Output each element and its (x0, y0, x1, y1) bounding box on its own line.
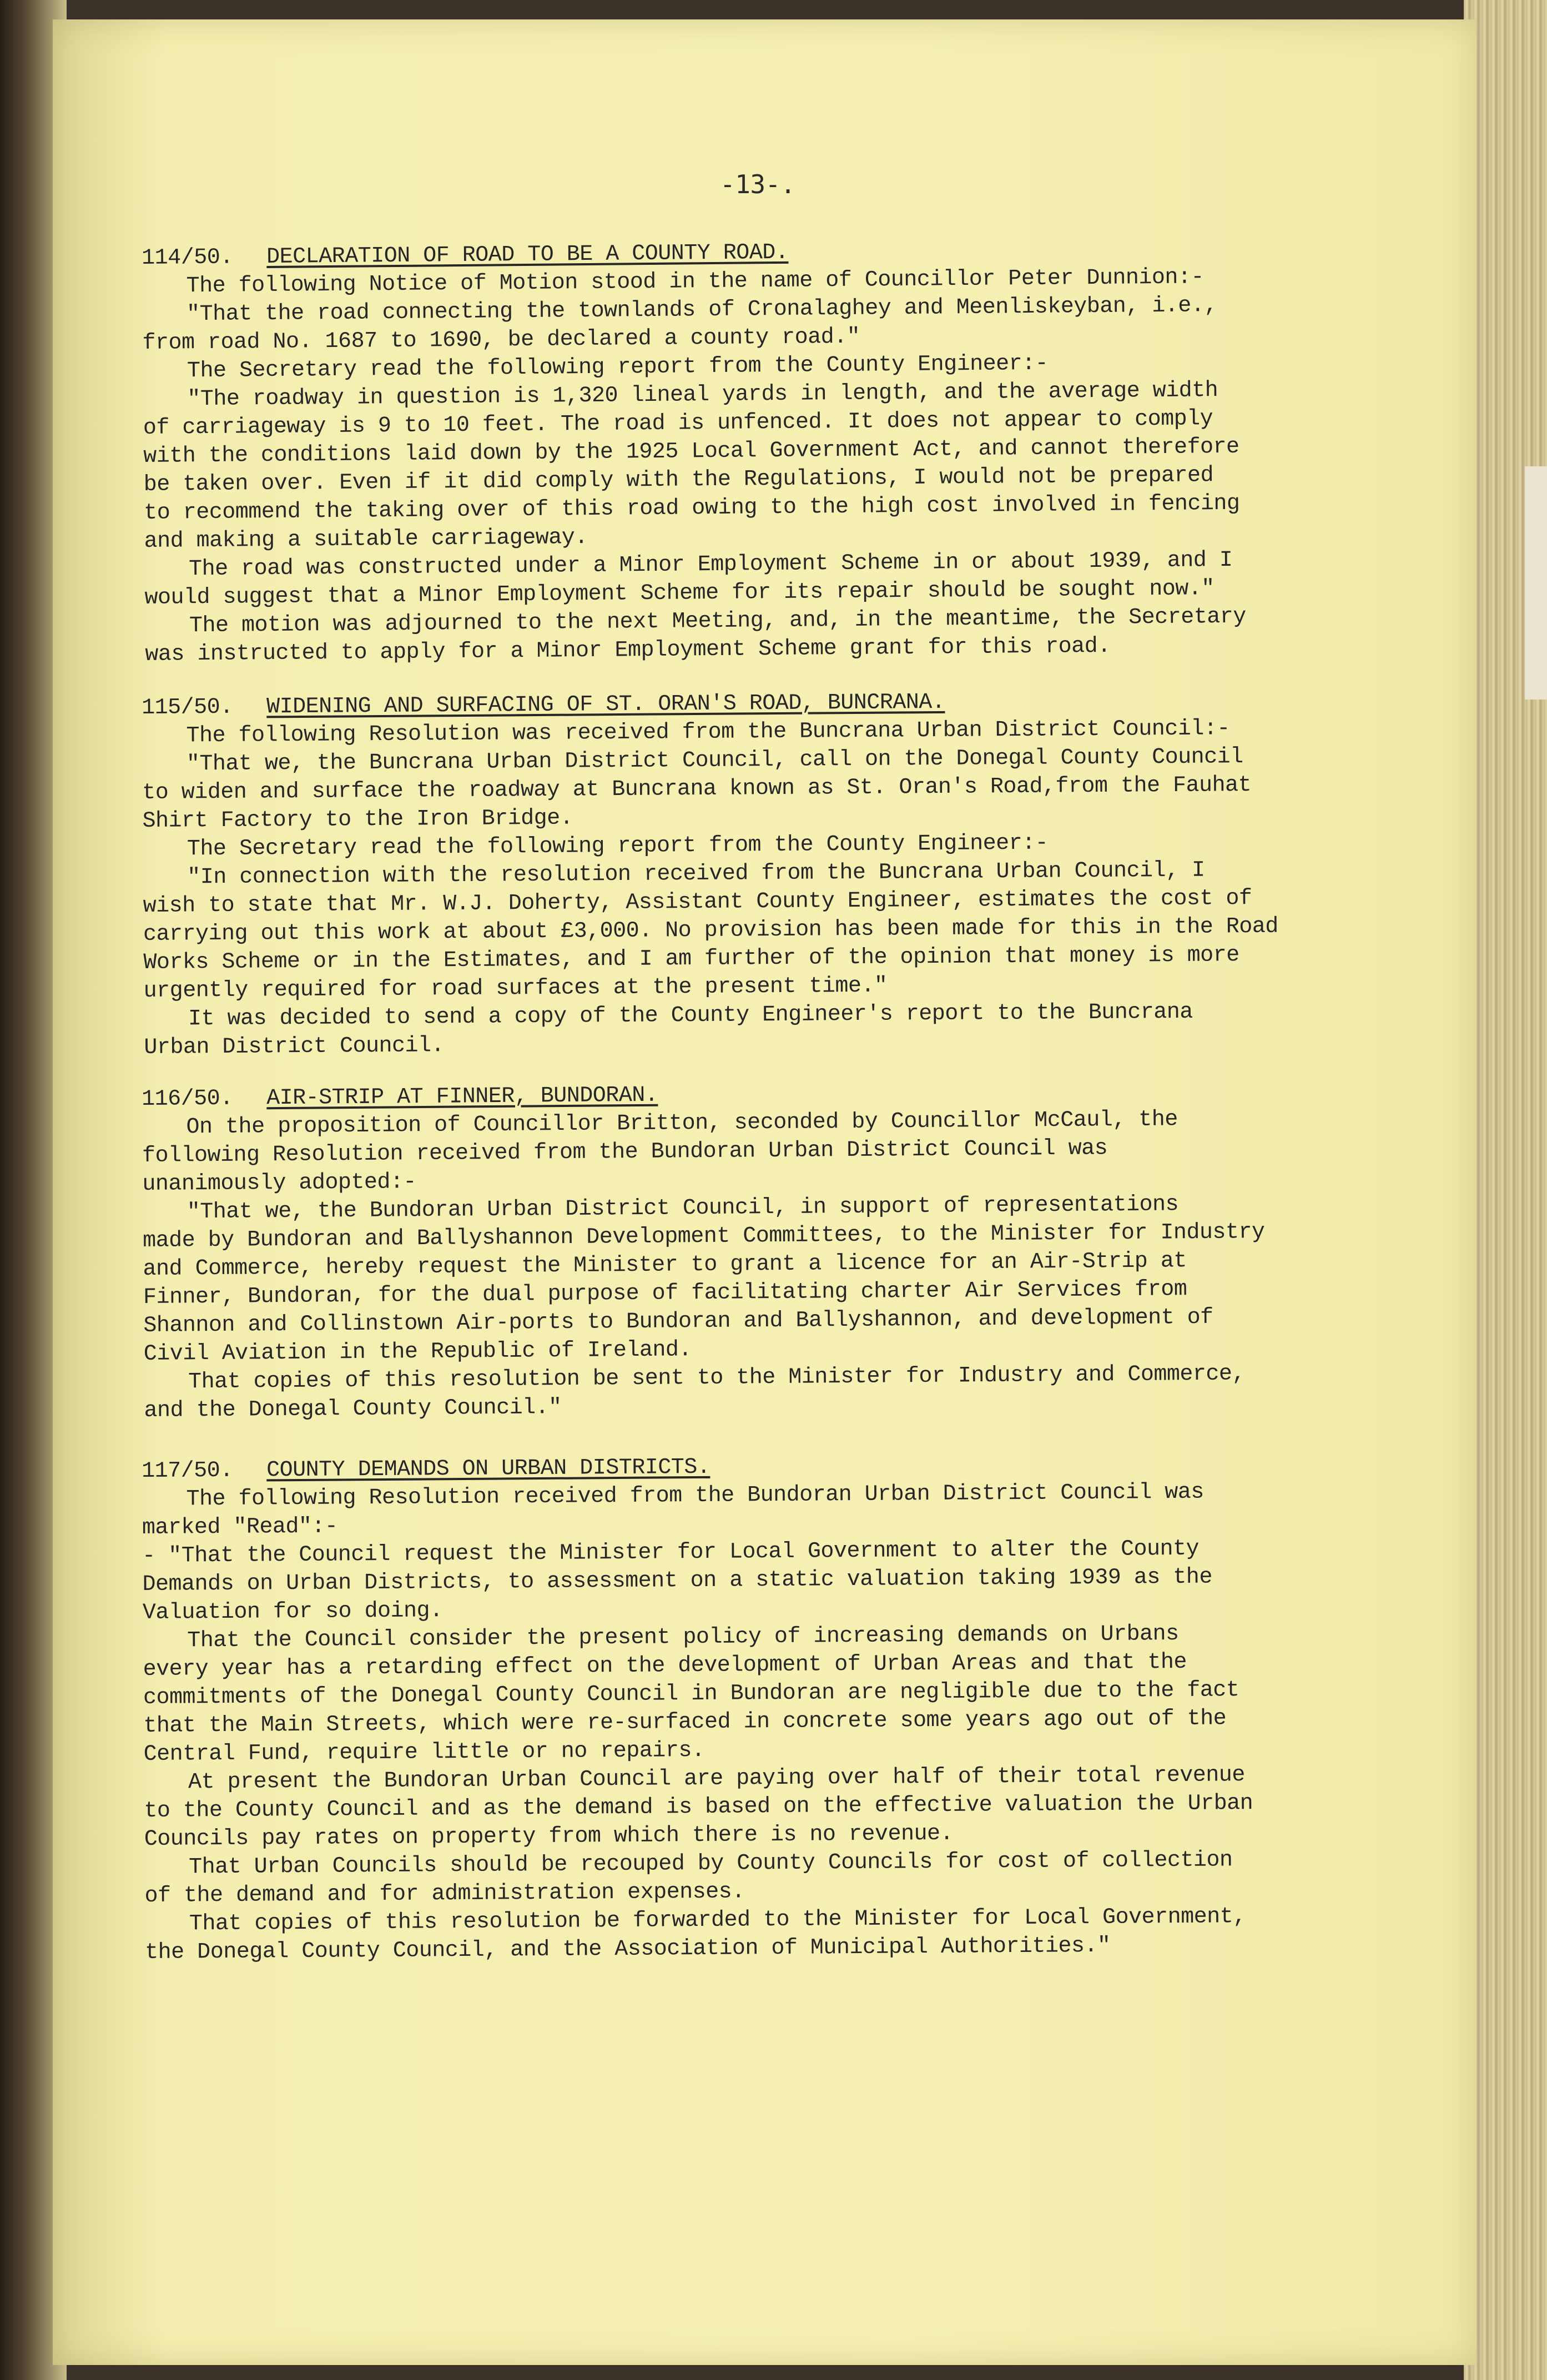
text-line: unanimously adopted:- (142, 1170, 417, 1197)
text-line: and making a suitable carriageway. (144, 525, 588, 554)
text-line: Councils pay rates on property from which there is no revenue. (144, 1821, 954, 1852)
text-line: with the conditions laid down by the 1925 Local Government Act, and cannot therefore (143, 434, 1239, 469)
text-line: "That we, the Buncrana Urban District Council, call on the Donegal County Council (186, 744, 1243, 777)
section-number: 114/50. (142, 245, 233, 271)
text-line: Works Scheme or in the Estimates, and I am further of the opinion that money is more (143, 943, 1239, 975)
text-line: The following Resolution received from the Bundoran Urban District Council was (186, 1480, 1204, 1512)
text-line: - "That the Council request the Minister for Local Government to alter the County (142, 1536, 1200, 1569)
text-line: wish to state that Mr. W.J. Doherty, Assistant County Engineer, estimates the cost of (143, 886, 1252, 919)
text-line: Finner, Bundoran, for the dual purpose of facilitating charter Air Services from (143, 1277, 1187, 1310)
text-line: was instructed to apply for a Minor Employment Scheme grant for this road. (145, 633, 1111, 667)
text-line: of the demand and for administration expenses. (144, 1879, 745, 1909)
text-line: Urban District Council. (144, 1033, 445, 1060)
page-tab (1525, 466, 1547, 700)
text-line: Civil Aviation in the Republic of Ireland. (143, 1337, 692, 1367)
text-line: would suggest that a Minor Employment Scheme for its repair should be sought now." (144, 576, 1215, 611)
text-line: to the County Council and as the demand is based on the effective valuation the Urban (144, 1791, 1253, 1824)
text-line: to recommend the taking over of this road owing to the high cost involved in fencing (144, 491, 1240, 526)
text-line: to widen and surface the roadway at Buncrana known as St. Oran's Road,from the Fauhat (142, 773, 1252, 806)
text-line: Shirt Factory to the Iron Bridge. (142, 806, 573, 834)
section-title: WIDENING AND SURFACING OF ST. ORAN'S ROAD, BUNCRANA. (266, 690, 945, 720)
text-line: The road was constructed under a Minor Employment Scheme in or about 1939, and I (188, 547, 1233, 582)
text-line: following Resolution received from the Bundoran Urban District Council was (142, 1136, 1108, 1169)
text-line: and the Donegal County Council." (144, 1395, 562, 1423)
text-line: "In connection with the resolution received from the Buncrana Urban Council, I (187, 858, 1205, 890)
text-line: Central Fund, require little or no repairs. (143, 1738, 705, 1767)
text-line: At present the Bundoran Urban Council are paying over half of their total revenue (188, 1763, 1246, 1795)
section-title: DECLARATION OF ROAD TO BE A COUNTY ROAD. (266, 240, 789, 270)
text-line: made by Bundoran and Ballyshannon Development Committees, to the Minister for Industry (143, 1220, 1265, 1254)
section-number: 117/50. (142, 1458, 233, 1484)
text-line: The Secretary read the following report from the County Engineer:- (187, 831, 1049, 862)
text-line: That copies of this resolution be forwarded to the Minister for Local Government, (189, 1904, 1246, 1937)
section-116-50 (142, 1075, 1421, 1425)
section-114-50 (142, 233, 1422, 669)
text-line: urgently required for road surfaces at the present time." (143, 973, 888, 1004)
text-line: The motion was adjourned to the next Meeting, and, in the meantime, the Secretary (189, 604, 1246, 639)
text-line: The Secretary read the following report from the County Engineer:- (187, 351, 1049, 384)
text-line: commitments of the Donegal County Council in Bundoran are negligible due to the fact (143, 1678, 1239, 1710)
text-line: every year has a retarding effect on the development of Urban Areas and that the (143, 1649, 1187, 1682)
text-line: "That we, the Bundoran Urban District Council, in support of representations (187, 1192, 1179, 1225)
text-line: "That the road connecting the townlands of Cronalaghey and Meenliskeyban, i.e., (186, 293, 1218, 328)
section-title: AIR-STRIP AT FINNER, BUNDORAN. (266, 1083, 658, 1111)
text-line: "The roadway in question is 1,320 lineal yards in length, and the average width (187, 378, 1218, 412)
text-line: The following Notice of Motion stood in the name of Councillor Peter Dunnion:- (186, 265, 1205, 299)
section-number: 116/50. (142, 1086, 233, 1112)
section-117-50 (142, 1448, 1422, 1967)
text-line: That Urban Councils should be recouped by County Councils for cost of collection (189, 1848, 1233, 1880)
text-line: that the Main Streets, which were re-surfaced in concrete some years ago out of the (143, 1706, 1227, 1739)
text-line: of carriageway is 9 to 10 feet. The road is unfenced. It does not appear to comply (143, 406, 1213, 441)
text-line: On the proposition of Councillor Britton, seconded by Councillor McCaul, the (186, 1107, 1178, 1140)
section-number: 115/50. (142, 695, 233, 721)
section-title: COUNTY DEMANDS ON URBAN DISTRICTS. (266, 1455, 710, 1483)
text-line: That copies of this resolution be sent to the Minister for Industry and Commerce, (188, 1361, 1246, 1395)
section-115-50 (142, 685, 1421, 1062)
text-line: That the Council consider the present policy of increasing demands on Urbans (187, 1621, 1179, 1654)
text-line: Demands on Urban Districts, to assessment on a static valuation taking 1939 as the (142, 1564, 1213, 1597)
text-line: carrying out this work at about £3,000. No provision has been made for this in the Road (143, 914, 1278, 947)
text-line: Valuation for so doing. (142, 1598, 443, 1626)
text-line: from road No. 1687 to 1690, be declared a county road." (142, 324, 860, 356)
text-line: marked "Read":- (142, 1514, 338, 1541)
text-line: and Commerce, hereby request the Minister to grant a licence for an Air-Strip at (143, 1249, 1187, 1282)
page-number: -13-. (720, 169, 795, 199)
text-line: be taken over. Even if it did comply with the Regulations, I would not be prepared (143, 463, 1214, 497)
text-line: Shannon and Collinstown Air-ports to Bundoran and Ballyshannon, and development of (143, 1305, 1213, 1339)
text-line: The following Resolution was received from the Buncrana Urban District Council:- (186, 716, 1230, 749)
text-line: It was decided to send a copy of the County Engineer's report to the Buncrana (188, 999, 1193, 1032)
text-line: the Donegal County Council, and the Association of Municipal Authorities." (145, 1933, 1111, 1965)
document-page (53, 19, 1477, 2365)
